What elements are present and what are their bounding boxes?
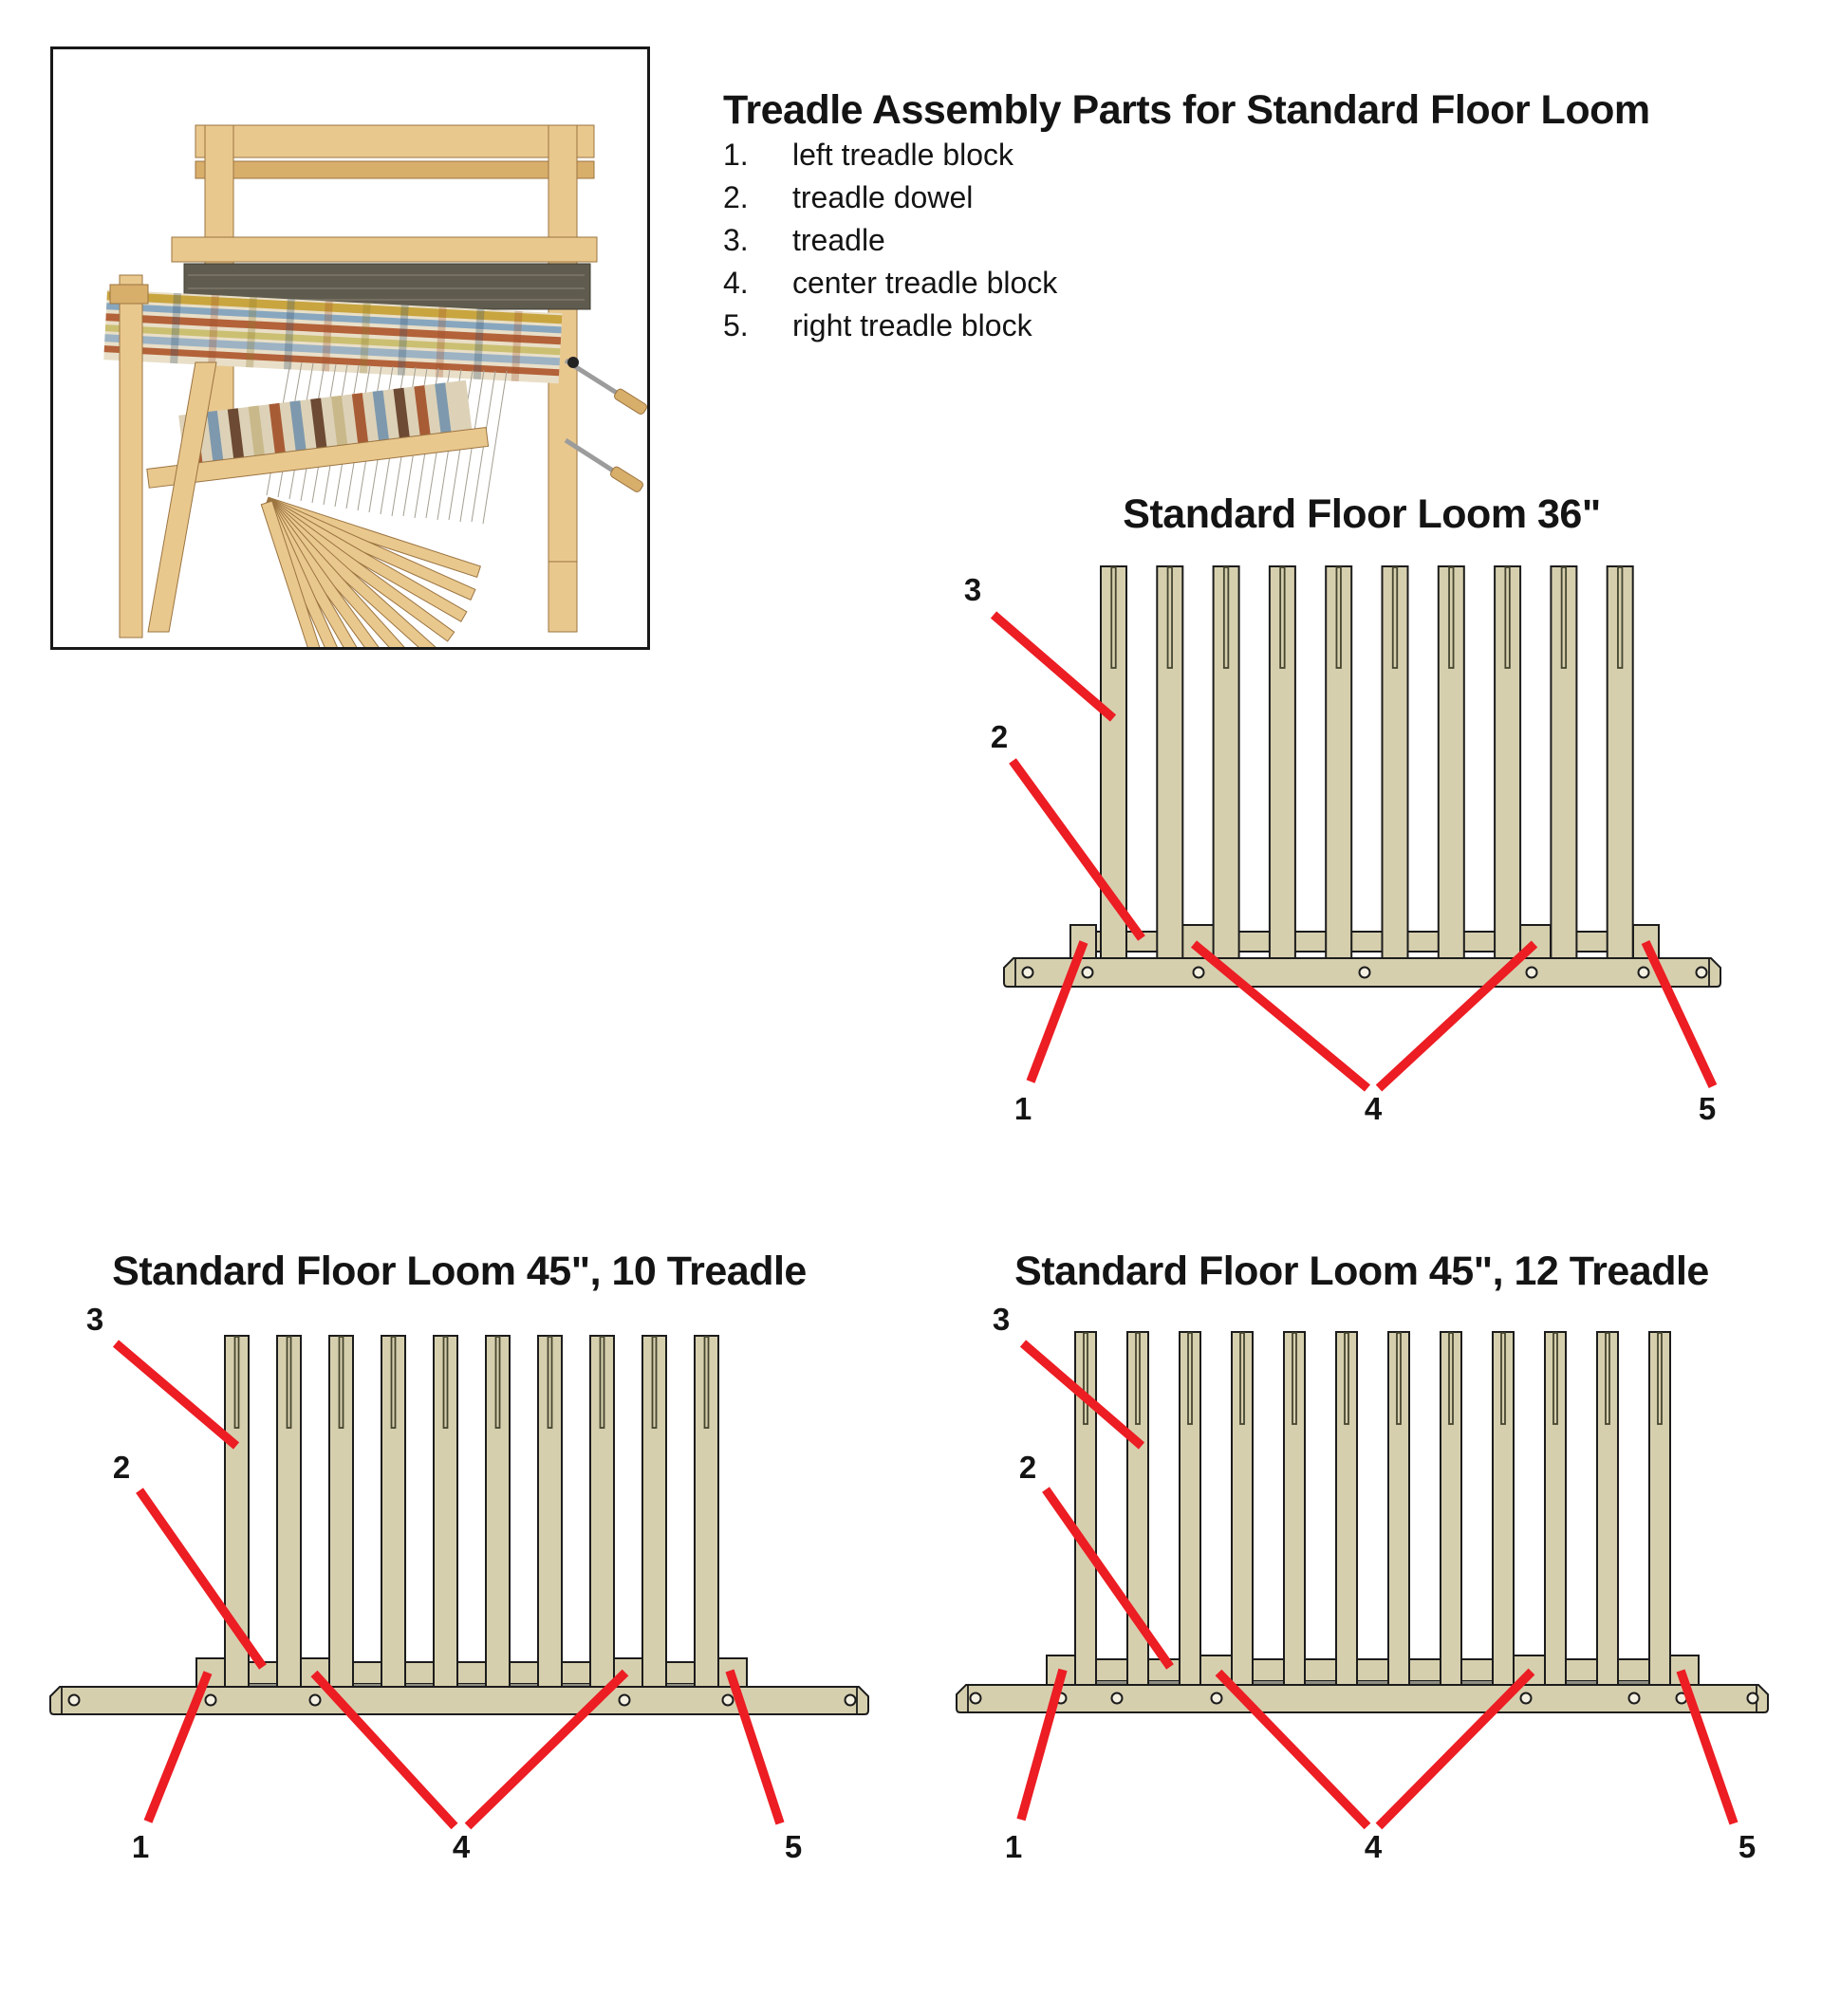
callout-label-2: 2 [1018, 1450, 1037, 1485]
screw-hole [206, 1695, 216, 1706]
treadle-bar [1493, 1332, 1514, 1685]
part-number: 4. [723, 266, 749, 300]
screw-hole [1360, 968, 1370, 978]
treadle-base-rail [957, 1685, 1768, 1712]
parts-list-item [723, 136, 1057, 178]
treadle-bar [590, 1336, 614, 1687]
part-number: 5. [723, 308, 749, 342]
diagram-loom-45-10 [50, 1302, 868, 1864]
treadle-bar [1545, 1332, 1566, 1685]
screw-hole [620, 1695, 630, 1706]
callout-line [1046, 1489, 1170, 1667]
callout-label-1: 1 [131, 1829, 150, 1864]
treadle-bar [1270, 566, 1295, 958]
treadle-bar [1214, 566, 1239, 958]
callout-line [994, 615, 1113, 718]
screw-hole [1697, 968, 1707, 978]
part-label: left treadle block [792, 138, 1014, 172]
loom-photo-frame [50, 46, 650, 650]
screw-hole [1112, 1693, 1123, 1704]
treadle-bar [486, 1336, 510, 1687]
treadle-bar [1388, 1332, 1409, 1685]
loom-front-post [120, 275, 142, 638]
treadle-bar [1608, 566, 1633, 958]
callout-label-4: 4 [1364, 1091, 1383, 1126]
diagram-title-45-12: Standard Floor Loom 45", 12 Treadle [1014, 1248, 1709, 1294]
treadle-bar [1075, 1332, 1096, 1685]
treadle-bar [1439, 566, 1464, 958]
treadle-bar [695, 1336, 718, 1687]
callout-label-5: 5 [1738, 1829, 1757, 1864]
treadle-bar [434, 1336, 457, 1687]
screw-hole [69, 1695, 80, 1706]
part-label: treadle [792, 223, 885, 257]
callout-label-3: 3 [992, 1302, 1011, 1337]
screw-hole [1083, 968, 1093, 978]
parts-list-item [723, 221, 1057, 264]
screw-hole [971, 1693, 981, 1704]
screw-hole [1527, 968, 1537, 978]
callout-label-5: 5 [784, 1829, 803, 1864]
screw-hole [1212, 1693, 1222, 1704]
callout-line [116, 1343, 236, 1446]
parts-list-title: Treadle Assembly Parts for Standard Floor Loom [723, 87, 1650, 133]
parts-list [723, 136, 1057, 349]
treadle-bar [1180, 1332, 1200, 1685]
treadle-bar [381, 1336, 405, 1687]
screw-hole [310, 1695, 321, 1706]
part-label: right treadle block [792, 308, 1032, 342]
callout-label-3: 3 [963, 572, 982, 607]
callout-label-1: 1 [1013, 1091, 1032, 1126]
treadle-bar [1157, 566, 1182, 958]
treadle-bar [1232, 1332, 1253, 1685]
loom-crank-handles [566, 357, 647, 493]
treadle-bar [1551, 566, 1576, 958]
callout-label-4: 4 [1364, 1829, 1383, 1864]
treadle-bar [1495, 566, 1520, 958]
treadle-bar [1326, 566, 1351, 958]
treadle-bar [1597, 1332, 1618, 1685]
part-label: center treadle block [792, 266, 1058, 300]
diagram-title-45-10: Standard Floor Loom 45", 10 Treadle [112, 1248, 807, 1294]
callout-label-5: 5 [1698, 1091, 1717, 1126]
treadle-bar [1336, 1332, 1357, 1685]
loom-treadles [261, 497, 480, 647]
screw-hole [846, 1695, 856, 1706]
treadle-bar [1649, 1332, 1670, 1685]
screw-hole [1629, 1693, 1640, 1704]
screw-hole [1639, 968, 1649, 978]
treadle-bar [1284, 1332, 1305, 1685]
part-label: treadle dowel [792, 180, 974, 214]
parts-list-item [723, 264, 1057, 306]
treadle-bar [642, 1336, 666, 1687]
part-number: 2. [723, 180, 749, 214]
diagram-loom-36 [964, 566, 1720, 1126]
callout-label-4: 4 [452, 1829, 471, 1864]
part-number: 3. [723, 223, 749, 257]
treadle-bar [277, 1336, 301, 1687]
part-number: 1. [723, 138, 749, 172]
callout-label-1: 1 [1004, 1829, 1023, 1864]
screw-hole [1194, 968, 1204, 978]
callout-label-2: 2 [112, 1450, 131, 1485]
parts-list-item [723, 306, 1057, 349]
loom-top-beam [195, 125, 594, 157]
callout-label-2: 2 [990, 719, 1009, 754]
treadle-bar [1383, 566, 1408, 958]
loom-photo-illustration [53, 49, 647, 647]
diagram-loom-45-12 [957, 1302, 1768, 1864]
screw-hole [1748, 1693, 1758, 1704]
treadle-bar [538, 1336, 562, 1687]
screw-hole [723, 1695, 734, 1706]
diagram-title-36: Standard Floor Loom 36" [1123, 491, 1601, 537]
treadle-bar [1441, 1332, 1461, 1685]
parts-list-item [723, 178, 1057, 221]
screw-hole [1521, 1693, 1532, 1704]
treadle-bar [329, 1336, 353, 1687]
screw-hole [1023, 968, 1033, 978]
callout-label-3: 3 [85, 1302, 104, 1337]
